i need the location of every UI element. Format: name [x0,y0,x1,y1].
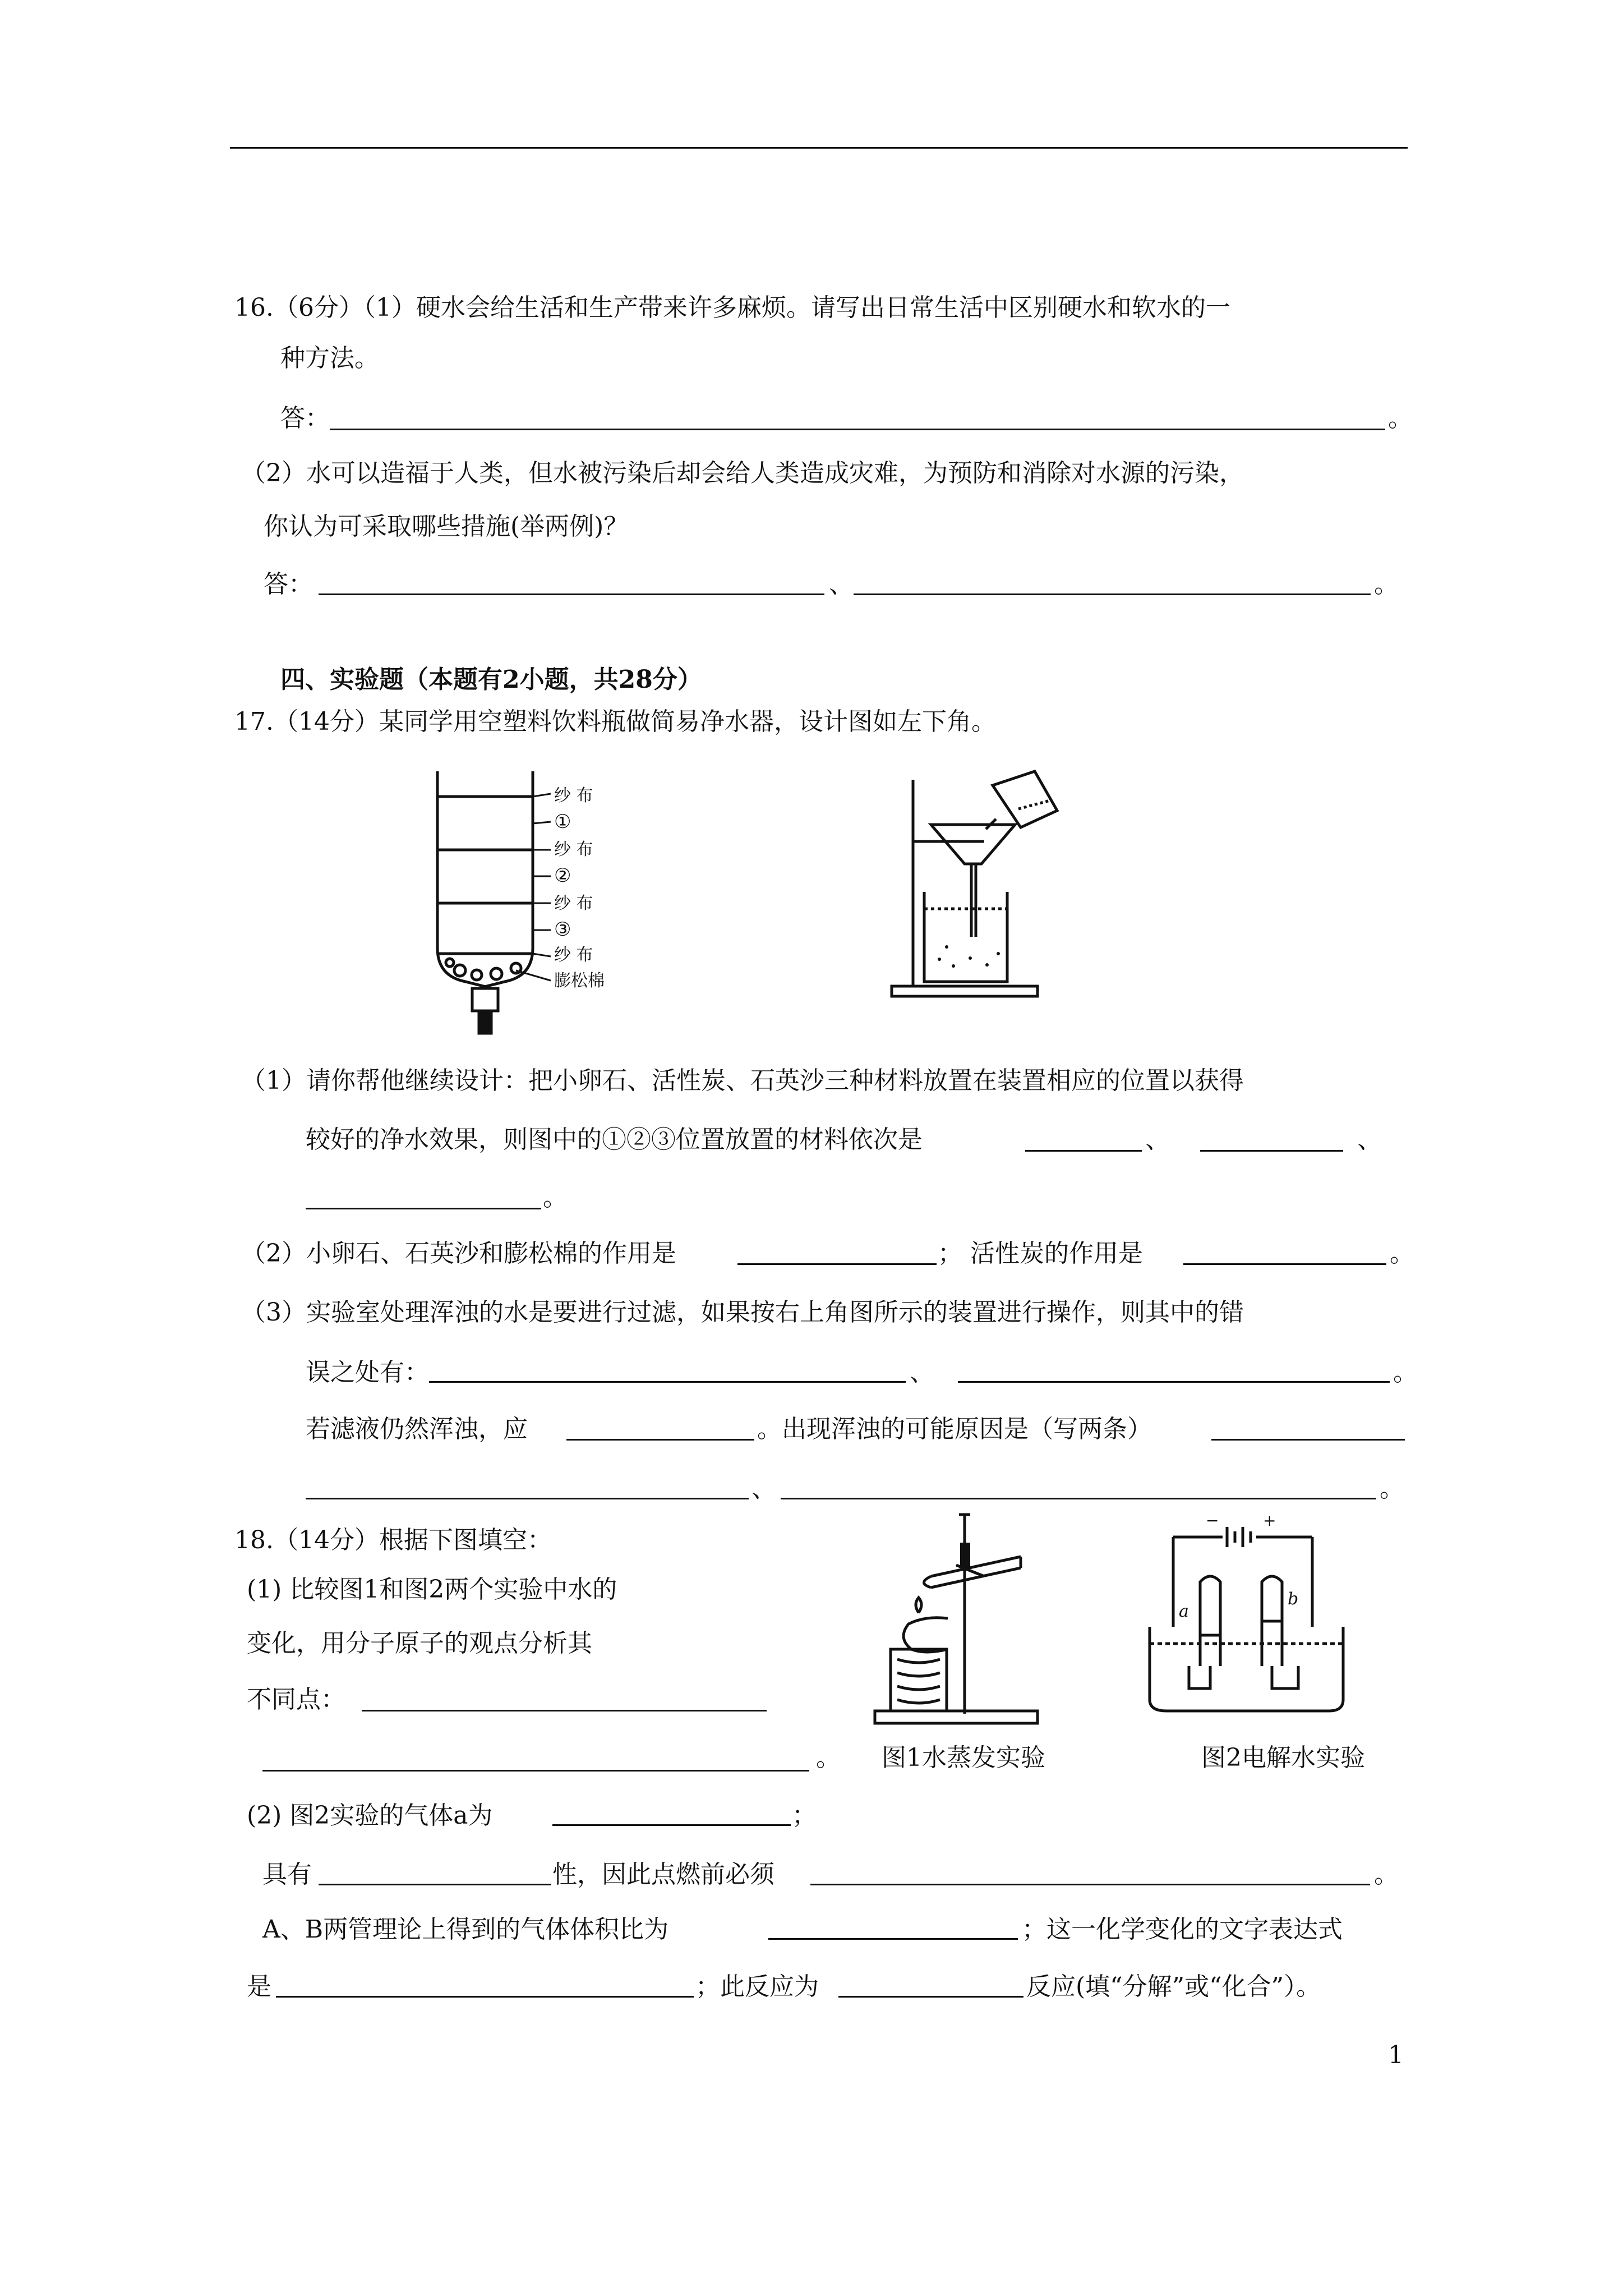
q18-p2-line3-b: ；这一化学变化的文字表达式 [1022,1915,1343,1944]
q16-part2-line1: （2）水可以造福于人类，但水被污染后却会给人类造成灾难，为预防和消除对水源的污染， [241,459,1244,487]
q17-p1-sep2: 、 [1357,1125,1382,1154]
q18-p2-a-end: ； [792,1801,817,1830]
q16-answer2-blank-2[interactable] [854,593,1371,595]
fig2-plus: + [1263,1511,1276,1530]
filter-label-3: 纱 布 [554,840,593,859]
q17-blank-11[interactable] [781,1498,1376,1499]
q18-blank-4[interactable] [319,1884,551,1885]
q17-p1-end: 。 [543,1183,568,1212]
q17-p1-line1: （1）请你帮他继续设计：把小卵石、活性炭、石英沙三种材料放置在装置相应的位置以获得 [241,1066,1244,1095]
filter-label-5: 纱 布 [554,894,593,913]
q17-p2-end: 。 [1390,1239,1414,1268]
q18-p2-line3-a: A、B两管理论上得到的气体体积比为 [262,1915,669,1944]
q17-p3-sep2: 、 [751,1474,776,1503]
q17-blank-4[interactable] [737,1263,937,1265]
q17-p3-line3-b: 。出现浑浊的可能原因是（写两条） [757,1415,1152,1443]
q16-answer-period: 。 [1388,404,1413,432]
q18-blank-7[interactable] [276,1996,694,1998]
q18-p1-line1: (1) 比较图1和图2两个实验中水的 [247,1575,617,1604]
q17-p3-line1: （3）实验室处理浑浊的水是要进行过滤，如果按右上角图所示的装置进行操作，则其中的错 [241,1298,1244,1327]
q17-blank-3[interactable] [306,1208,541,1209]
q18-p1-line3: 不同点： [247,1685,345,1714]
fig2-caption: 图2电解水实验 [1201,1743,1365,1772]
q18-intro: 18.（14分）根据下图填空： [234,1526,552,1554]
bottle-filter-figure [426,769,628,1049]
filter-label-8: 膨松棉 [554,971,605,991]
filter-label-7: 纱 布 [554,945,593,965]
q17-blank-6[interactable] [429,1381,906,1383]
q18-blank-5[interactable] [810,1884,1370,1885]
q17-p3-sep: 、 [910,1358,934,1387]
q17-p3-line3-a: 若滤液仍然浑浊，应 [306,1415,528,1443]
q17-p3-line2: 误之处有： [306,1358,429,1387]
q18-blank-3[interactable] [552,1824,791,1826]
q16-part2-line2: 你认为可采取哪些措施(举两例)？ [264,512,629,541]
filter-label-1: 纱 布 [554,786,593,806]
q16-answer-label: 答： [280,404,330,432]
q18-p2-a: (2) 图2实验的气体a为 [247,1801,493,1830]
q16-line1: 16.（6分）（1）硬水会给生活和生产带来许多麻烦。请写出日常生活中区别硬水和软水的一 [234,293,1230,322]
q17-p3-end2: 。 [1380,1474,1404,1503]
q18-p1-end: 。 [816,1743,841,1772]
fig2-label-b: b [1288,1589,1299,1609]
q18-blank-8[interactable] [838,1996,1023,1998]
section4-heading: 四、实验题（本题有2小题，共28分） [280,665,702,694]
fig2-electrolysis-figure [1144,1511,1380,1728]
q17-blank-2[interactable] [1200,1150,1343,1152]
q18-p2-line4-a: 是 [247,1972,271,2001]
q16-answer-blank[interactable] [330,429,1385,430]
q17-blank-9[interactable] [1211,1439,1405,1441]
q18-p2-line4-c: 反应(填“分解”或“化合”）。 [1026,1972,1321,2001]
q18-p2-line2-end: 。 [1374,1860,1399,1889]
q17-p2-a: （2）小卵石、石英沙和膨松棉的作用是 [241,1239,676,1268]
q18-p1-line2: 变化，用分子原子的观点分析其 [247,1629,592,1658]
q18-blank-1[interactable] [362,1710,767,1711]
fig2-label-a: a [1179,1602,1189,1621]
q16-answer2-period: 。 [1374,570,1399,599]
q17-p1-line2: 较好的净水效果，则图中的①②③位置放置的材料依次是 [306,1125,923,1154]
fig2-minus: − [1206,1511,1219,1530]
q17-blank-8[interactable] [566,1439,754,1441]
q17-blank-1[interactable] [1025,1150,1142,1152]
q16-line2: 种方法。 [280,344,379,372]
q18-blank-2[interactable] [262,1770,809,1772]
q17-blank-5[interactable] [1183,1263,1386,1265]
q17-blank-7[interactable] [958,1381,1390,1383]
fig1-evaporation-figure [864,1509,1110,1733]
q18-p2-line2-b: 性，因此点燃前必须 [552,1860,774,1889]
q17-blank-10[interactable] [306,1498,749,1499]
q18-p2-line2-a: 具有 [262,1860,312,1889]
q17-intro: 17.（14分）某同学用空塑料饮料瓶做简易净水器，设计图如左下角。 [234,707,996,736]
q17-p1-sep1: 、 [1145,1125,1170,1154]
q16-answer2-blank-1[interactable] [319,593,824,595]
page-number: 1 [1388,2041,1404,2069]
filter-label-4: ② [554,864,571,887]
q18-p2-line4-b: ；此反应为 [695,1972,819,2001]
q16-answer2-label: 答： [264,570,313,599]
q17-p3-end: 。 [1393,1358,1418,1387]
q17-p2-b: ； 活性炭的作用是 [938,1239,1143,1268]
q16-answer2-sep: 、 [829,570,854,599]
fig1-caption: 图1水蒸发实验 [882,1743,1045,1772]
q18-blank-6[interactable] [768,1938,1018,1940]
filtration-apparatus-figure [886,769,1088,1004]
header-rule [230,147,1408,149]
filter-label-2: ① [554,811,571,833]
filter-label-6: ③ [554,918,571,941]
